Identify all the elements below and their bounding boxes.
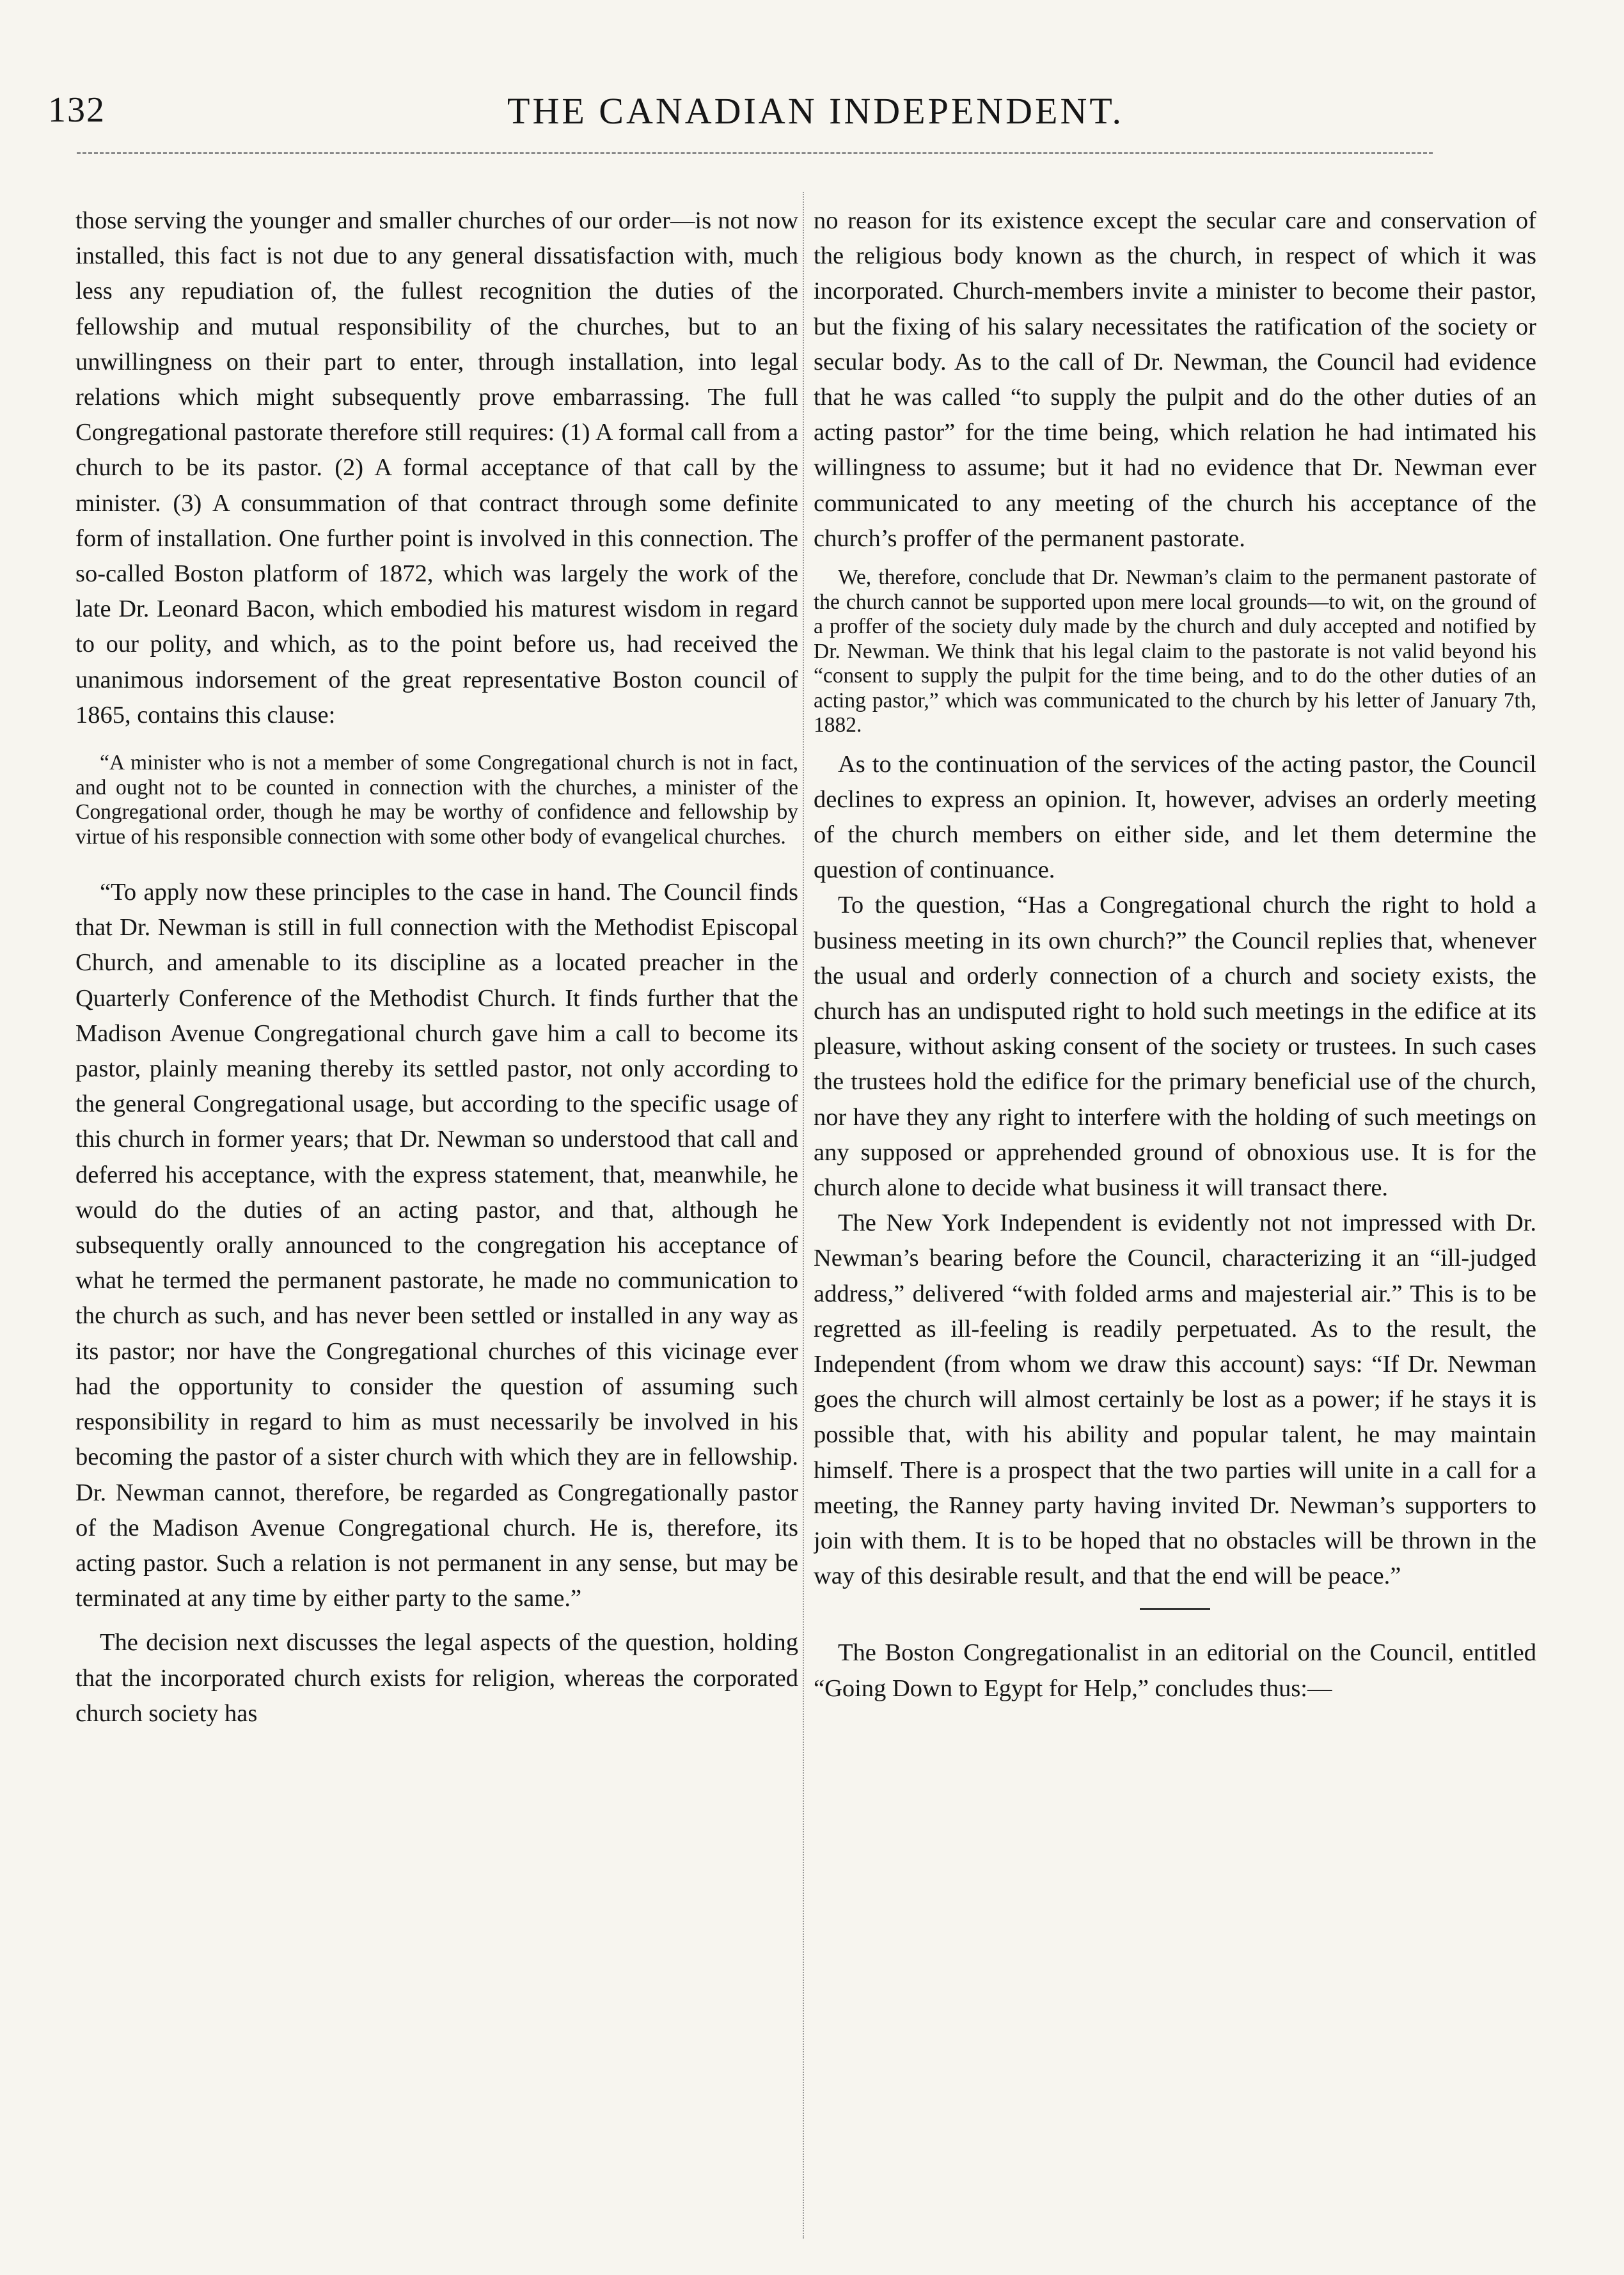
page-header [48,90,1583,147]
block-quote: “A minister who is not a member of some Congregational church is not in fact, and ought not to be counted in connection with the churches, a minister of the Congregational order, though he may be worthy of confidence and fellowship by virtue of his responsible connection with some other body of evangelical churches. [75,751,798,849]
page-number: 132 [48,90,106,130]
column-divider [803,192,804,2239]
paragraph: As to the continuation of the services of the acting pastor, the Council declines to express an opinion. It, however, advises an orderly meeting of the church members on either side, and let them determine the question of continuance. [814,750,1536,884]
paragraph: To the question, “Has a Congregational church the right to hold a business meeting in its own church?” the Council replies that, whenever the usual and orderly connection of a church and society exists, the church has an undisputed right to hold such meetings in the edifice at its pleasure, without asking consent of the society or trustees. In such cases the trustees hold the edifice for the primary beneficial use of the church, nor have they any right to interfere with the holding of such meetings on any supposed or apprehended ground of obnoxious use. It is for the church alone to decide what business it will transact there. [814,892,1536,1201]
right-column [814,203,1536,2218]
paragraph: no reason for its existence except the secular care and conservation of the religious body known as the church, in respect of which it was incorporated. Church-members invite a minister to become their pastor, but the fixing of his salary necessitates the ratification of the society or secular body. As to the call of Dr. Newman, the Council had evidence that he was called “to supply the pulpit and do the other duties of an acting pastor” for the time being, which relation he had intimated his willingness to assume; but it had no evidence that Dr. Newman ever communicated to any meeting of the church his acceptance of the church’s proffer of the permanent pastorate. [814,207,1536,552]
paragraph: “To apply now these principles to the case in hand. The Council finds that Dr. Newman is still in full connection with the Methodist Episcopal Church, and amenable to its discipline as a located preacher in the Quarterly Conference of the Methodist Church. It finds further that the Madison Avenue Congregational church gave him a call to become its pastor, plainly meaning thereby its settled pastor, not only according to the general Congregational usage, but according to the specific usage of this church in former years; that Dr. Newman so understood that call and deferred his acceptance, with the express statement, that, meanwhile, he would do the duties of an acting pastor, and that, although he subsequently orally announced to the congregation his acceptance of what he termed the permanent pastorate, he made no communication to the church as such, and has never been settled or installed in any way as its pastor; nor have the Congregational churches of this vicinage ever had the opportunity to consider the question of assuming such responsibility in regard to him as must necessarily be involved in his becoming the pastor of a sister church with which they are in fellowship. Dr. Newman cannot, therefore, be regarded as Congregationally pastor of the Madison Avenue Congregational church. He is, therefore, its acting pastor. Such a relation is not permanent in any sense, but may be terminated at any time by either party to the same.” [75,879,798,1612]
header-rule [77,152,1433,154]
block-quote: We, therefore, conclude that Dr. Newman’s claim to the permanent pastorate of the church cannot be supported upon mere local grounds—to wit, on the ground of a proffer of the society duly made by the church and duly accepted and notified by Dr. Newman. We think that his legal claim to the pastorate is not valid beyond his “consent to supply the pulpit for the time being, and to do the other duties of an acting pastor,” which was communicated to the church by his letter of January 7th, 1882. [814,565,1536,737]
left-column [75,203,798,2218]
paragraph: The New York Independent is evidently not not impressed with Dr. Newman’s bearing before the Council, characterizing it an “ill-judged address,” delivered “with folded arms and majesterial air.” This is to be regretted as ill-feeling is readily perpetuated. As to the result, the Independent (from whom we draw this account) says: “If Dr. Newman goes the church will almost certainly be lost as a power; if he stays it is possible that, with his ability and popular talent, he may maintain himself. There is a prospect that the two parties will unite in a call for a meeting, the Ranney party having invited Dr. Newman’s supporters to join with them. It is to be hoped that no obstacles will be thrown in the way of this desirable result, and that the end will be peace.” [814,1209,1536,1590]
section-separator [1140,1608,1210,1610]
masthead-title: THE CANADIAN INDEPENDENT. [507,90,1124,132]
paragraph: The Boston Congregationalist in an editorial on the Council, entitled “Going Down to Egypt for Help,” concludes thus:— [814,1639,1536,1702]
paragraph: those serving the younger and smaller churches of our order—is not now installed, this fact is not due to any general dissatisfaction with, much less any repudiation of, the fullest recognition the duties of the fellowship and mutual responsibility of the churches, but to an unwillingness on their part to enter, through installation, into legal relations which might subsequently prove embarrassing. The full Congregational pastorate therefore still requires: (1) A formal call from a church to be its pastor. (2) A formal acceptance of that call by the minister. (3) A consummation of that contract through some definite form of installation. One further point is involved in this connection. The so-called Boston platform of 1872, which was largely the work of the late Dr. Leonard Bacon, which embodied his maturest wisdom in regard to our polity, and which, as to the point before us, had received the unanimous indorsement of the great representative Boston council of 1865, contains this clause: [75,207,798,728]
paragraph: The decision next discusses the legal aspects of the question, holding that the incorporated church exists for religion, whereas the corporated church society has [75,1629,798,1727]
